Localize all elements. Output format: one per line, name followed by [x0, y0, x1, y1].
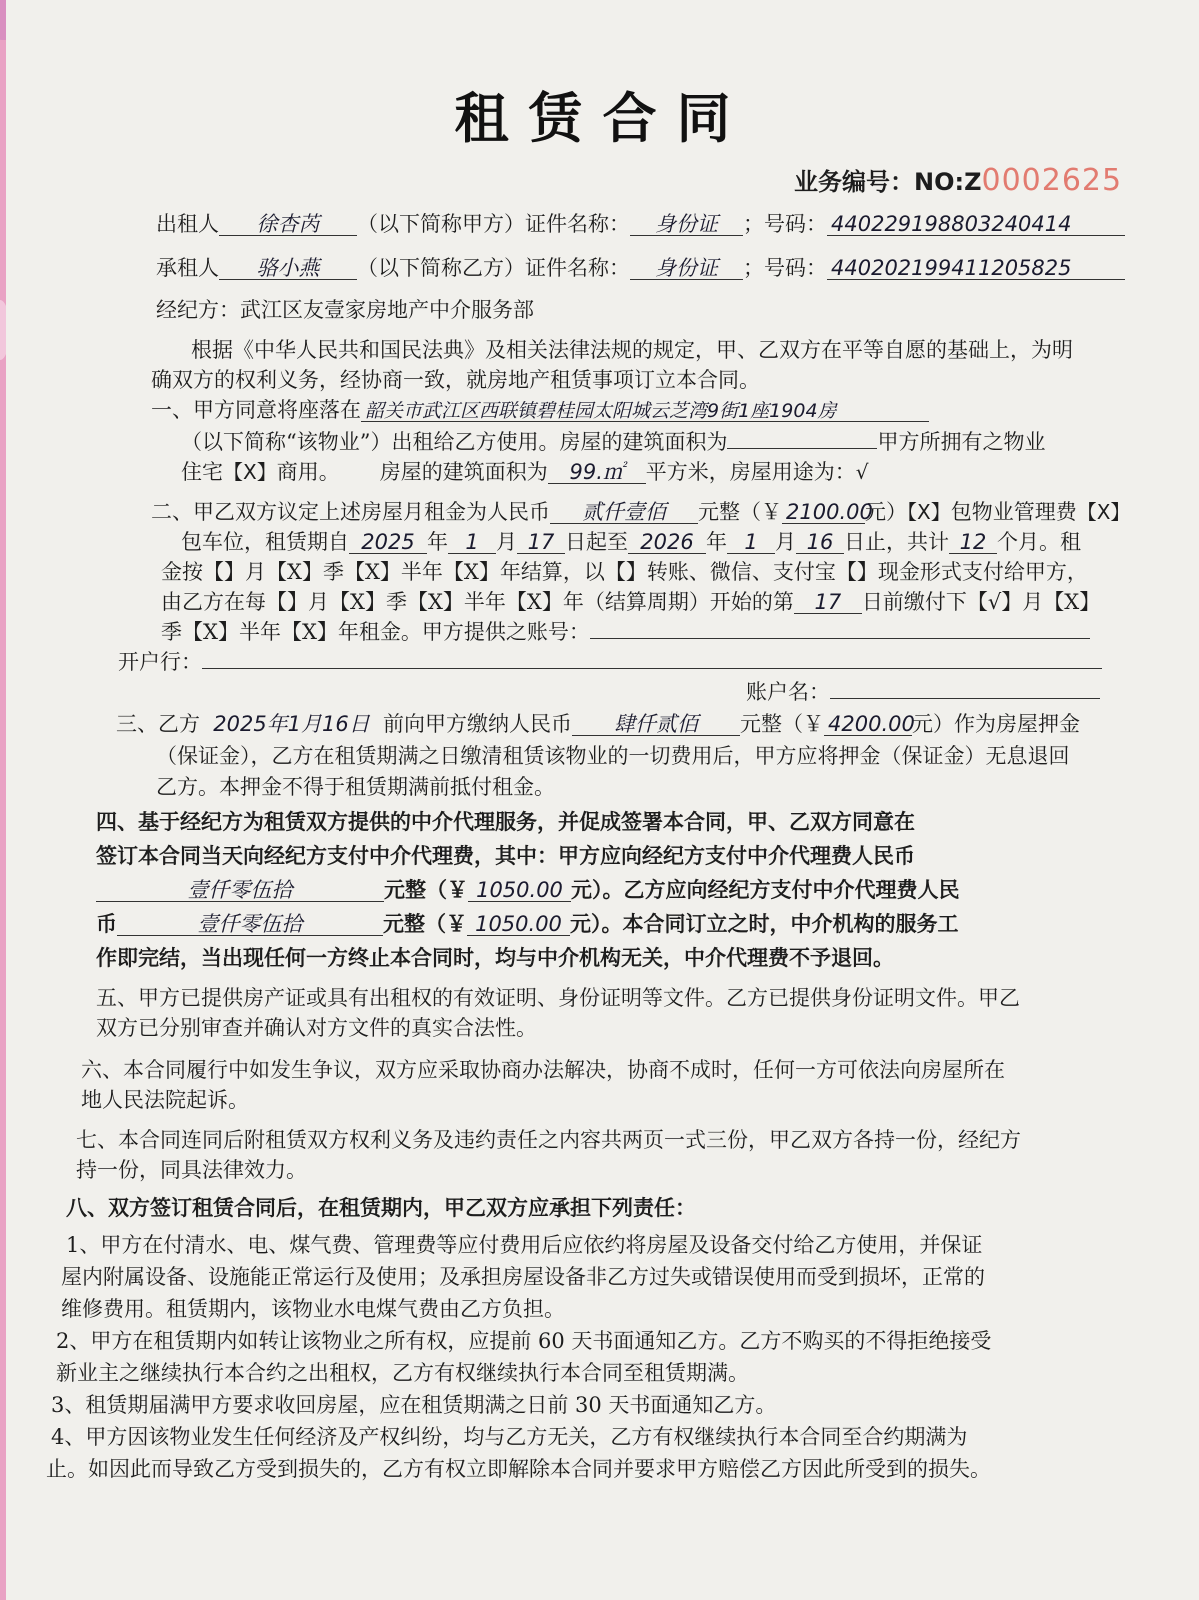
party-a-line: [156, 214, 1125, 236]
section-2-line: 二、甲乙双方议定上述房屋月租金为人民币 贰仟壹佰 元整（￥ 2100.00元）【X】包物业管理费【X】: [151, 500, 1131, 524]
end-month: 1: [727, 532, 775, 554]
section-4-line: 四、基于经纪方为租赁双方提供的中介代理服务，并促成签署本合同，甲、乙双方同意在: [96, 810, 915, 834]
party-b-label: 承租人: [156, 256, 219, 280]
end-year: 2026: [628, 532, 706, 554]
section-4-text: 元整（￥: [383, 912, 467, 936]
preamble-line: 根据《中华人民共和国民法典》及相关法律法规的规定，甲、乙双方在平等自愿的基础上，为明: [191, 338, 1073, 362]
deposit-amount-number: 4200.00: [824, 714, 912, 736]
section-4-line: 作即完结，当出现任何一方终止本合同时，均与中介机构无关，中介代理费不予退回。: [96, 946, 894, 970]
party-b-line: [156, 258, 1125, 280]
use-mark: √: [855, 460, 869, 484]
section-5-line: 五、甲方已提供房产证或具有出租权的有效证明、身份证明等文件。乙方已提供身份证明文件。甲乙: [96, 986, 1020, 1010]
section-1-text: （以下简称“该物业”）出租给乙方使用。房屋的建筑面积为: [181, 430, 728, 454]
section-4-line: [96, 880, 960, 902]
start-month: 1: [448, 532, 496, 554]
section-3-line: [116, 714, 1080, 736]
section-3-line: （保证金），乙方在租赁期满之日缴清租赁该物业的一切费用后，甲方应将押金（保证金）无息退回: [156, 744, 1070, 768]
party-b-no-label: ；号码：: [743, 256, 827, 280]
bank-line: [118, 652, 1102, 673]
section-4-text: 元）。本合同订立之时，中介机构的服务工: [570, 912, 959, 936]
section-4-text: 币: [96, 912, 117, 936]
section-2-text: 由乙方在每【】月【X】季【X】半年【X】年（结算周期）开始的第: [161, 590, 794, 614]
agent-fee-a-words: 壹仟零伍拾: [96, 880, 384, 902]
section-3-text: 元）作为房屋押金: [912, 712, 1080, 736]
section-1-text: 一、甲方同意将座落在: [151, 398, 361, 422]
contract-page: [6, 0, 1199, 1600]
party-b-abbr: （以下简称乙方）证件名称：: [357, 256, 630, 280]
section-2-line: [161, 592, 1100, 614]
section-2-text: 元）: [865, 500, 907, 524]
section-6-line: 地人民法院起诉。: [81, 1088, 249, 1112]
section-1-text: 甲方所拥有之物业: [877, 430, 1046, 454]
deposit-amount-words: 肆仟贰佰: [572, 714, 740, 736]
section-6-line: 六、本合同履行中如发生争议，双方应采取协商办法解决，协商不成时，任何一方可依法向房屋所在: [81, 1058, 1005, 1082]
section-2-text: 日止，共计: [844, 530, 949, 554]
section-8-line: 屋内附属设备、设施能正常运行及使用；及承担房屋设备非乙方过失或错误使用而受到损坏，正常的: [61, 1265, 985, 1289]
section-8-line: 维修费用。租赁期内，该物业水电煤气费由乙方负担。: [61, 1297, 565, 1321]
section-8-line: 4、甲方因该物业发生任何经济及产权纠纷，均与乙方无关，乙方有权继续执行本合同至合约期满为: [51, 1425, 968, 1449]
end-day: 16: [796, 532, 844, 554]
business-number-label: 业务编号：NO:Z: [794, 168, 982, 196]
section-7-line: 持一份，同具法律效力。: [76, 1158, 307, 1182]
section-7-line: 七、本合同连同后附租赁双方权利义务及违约责任之内容共两页一式三份，甲乙双方各持一份，经纪方: [76, 1128, 1021, 1152]
section-2-text: 年: [427, 530, 448, 554]
party-b-id-number: 440202199411205825: [827, 258, 1125, 280]
property-address: 韶关市武江区西联镇碧桂园太阳城云芝湾9街1座1904房: [361, 402, 929, 422]
section-3-text: 三、乙方: [116, 712, 200, 736]
section-3-text: 元整（￥: [740, 712, 824, 736]
section-8-line: 新业主之继续执行本合约之出租权，乙方有权继续执行本合同至租赁期满。: [56, 1361, 749, 1385]
agent-fee-b-number: 1050.00: [467, 914, 570, 936]
party-a-no-label: ；号码：: [743, 212, 827, 236]
section-3-line: 乙方。本押金不得于租赁期满前抵付租金。: [156, 775, 555, 799]
section-4-text: 元整（￥: [384, 878, 468, 902]
section-1-line: [181, 462, 868, 484]
section-8-title: 八、双方签订租赁合同后，在租赁期内，甲乙双方应承担下列责任：: [66, 1196, 696, 1220]
section-1-text: 房屋的建筑面积为: [379, 460, 548, 484]
section-2-text: 季【X】半年【X】年租金。甲方提供之账号：: [161, 620, 590, 644]
business-number: [794, 162, 1122, 198]
section-1-text: 住宅: [181, 460, 223, 484]
section-2-text: 日起至: [565, 530, 628, 554]
party-b-name: 骆小燕: [219, 258, 357, 280]
section-8-line: 1、甲方在付清水、电、煤气费、管理费等应付费用后应依约将房屋及设备交付给乙方使用，并保证: [66, 1233, 983, 1257]
party-a-id-number: 440229198803240414: [827, 214, 1125, 236]
section-2-line: [181, 532, 1081, 554]
section-8-line: 止。如因此而导致乙方受到损失的，乙方有权立即解除本合同并要求甲方赔偿乙方因此所受到的损失。: [46, 1457, 991, 1481]
party-a-id-type: 身份证: [630, 214, 743, 236]
section-1-line: [151, 400, 929, 422]
section-2-text: 个月。租: [997, 530, 1081, 554]
party-b-id-type: 身份证: [630, 258, 743, 280]
residential-checkbox: 【X】: [223, 460, 277, 484]
contract-title: 租赁合同: [454, 87, 751, 150]
account-line: [746, 682, 1100, 703]
section-2-text: 月: [496, 530, 517, 554]
preamble-line: 确双方的权利义务，经协商一致，就房地产租赁事项订立本合同。: [151, 368, 760, 392]
section-2-text: 日前缴付下【√】月【X】: [861, 590, 1101, 614]
pay-day: 17: [794, 592, 862, 614]
section-1-line: [181, 432, 1045, 453]
section-2-text: 包车位，租赁期自: [181, 530, 349, 554]
business-number-value: 0002625: [981, 163, 1123, 198]
section-2-line: 金按【】月【X】季【X】半年【X】年结算，以【】转账、微信、支付宝【】现金形式支付给甲方，: [161, 560, 1088, 584]
start-year: 2025: [349, 532, 427, 554]
section-4-line: 签订本合同当天向经纪方支付中介代理费，其中：甲方应向经纪方支付中介代理费人民币: [96, 844, 915, 868]
section-4-line: [96, 914, 959, 936]
agent-fee-a-number: 1050.00: [468, 880, 571, 902]
section-3-text: 前向甲方缴纳人民币: [383, 712, 572, 736]
party-a-name: 徐杏芮: [219, 214, 357, 236]
section-5-line: 双方已分别审查并确认对方文件的真实合法性。: [96, 1016, 537, 1040]
rent-amount-words: 贰仟壹佰: [550, 502, 698, 524]
section-2-text: 二、甲乙双方议定上述房屋月租金为人民币: [151, 500, 550, 524]
section-2-text: 月: [775, 530, 796, 554]
section-2-text: 年: [706, 530, 727, 554]
rent-amount-number: 2100.00: [782, 502, 865, 524]
party-a-label: 出租人: [156, 212, 219, 236]
section-4-text: 元）。乙方应向经纪方支付中介代理费人民: [571, 878, 960, 902]
agent-fee-b-words: 壹仟零伍拾: [117, 914, 383, 936]
account-label: 账户名：: [746, 680, 830, 704]
lease-months: 12: [949, 532, 997, 554]
section-2-text: 元整（￥: [698, 500, 782, 524]
section-2-text: 包物业管理费: [950, 500, 1077, 524]
section-2-line: [161, 622, 1090, 643]
section-1-text: 平方米，房屋用途为：: [645, 460, 856, 484]
section-1-text: 商用。: [276, 460, 340, 484]
section-8-line: 3、租赁期届满甲方要求收回房屋，应在租赁期满之日前 30 天书面通知乙方。: [51, 1393, 777, 1417]
agent-line: 经纪方：武江区友壹家房地产中介服务部: [156, 298, 534, 322]
section-8-line: 2、甲方在租赁期内如转让该物业之所有权，应提前 60 天书面通知乙方。乙方不购买的不得拒绝接受: [56, 1329, 992, 1353]
building-area: 99.㎡: [548, 462, 646, 484]
deposit-date: 2025年1月16日: [213, 712, 370, 736]
start-day: 17: [517, 532, 565, 554]
bank-label: 开户行：: [118, 650, 202, 674]
party-a-abbr: （以下简称甲方）证件名称：: [357, 212, 630, 236]
